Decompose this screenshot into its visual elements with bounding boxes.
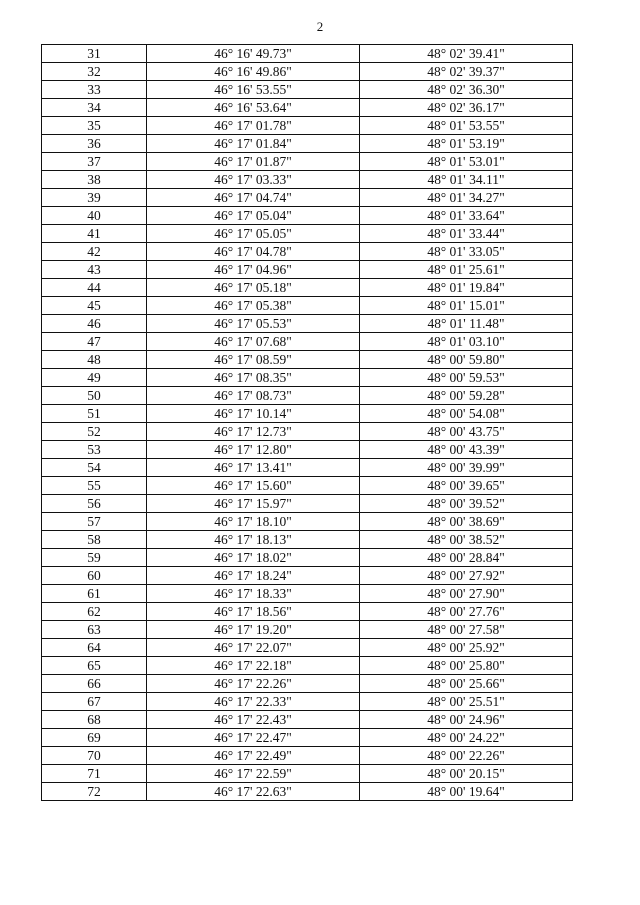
point-number-cell: 46 (42, 315, 147, 333)
point-number-cell: 63 (42, 621, 147, 639)
latitude-cell: 46° 17' 03.33" (147, 171, 360, 189)
table-row (42, 585, 573, 603)
point-number-cell: 53 (42, 441, 147, 459)
coordinates-table (41, 44, 573, 801)
longitude-cell: 48° 00' 27.58" (360, 621, 573, 639)
longitude-cell: 48° 01' 33.05" (360, 243, 573, 261)
table-row (42, 477, 573, 495)
longitude-cell: 48° 00' 20.15" (360, 765, 573, 783)
longitude-cell: 48° 01' 34.11" (360, 171, 573, 189)
longitude-cell: 48° 02' 36.17" (360, 99, 573, 117)
table-row (42, 279, 573, 297)
table-row (42, 315, 573, 333)
point-number-cell: 54 (42, 459, 147, 477)
point-number-cell: 45 (42, 297, 147, 315)
longitude-cell: 48° 00' 43.39" (360, 441, 573, 459)
table-row (42, 63, 573, 81)
point-number-cell: 32 (42, 63, 147, 81)
point-number-cell: 58 (42, 531, 147, 549)
latitude-cell: 46° 17' 22.43" (147, 711, 360, 729)
latitude-cell: 46° 17' 13.41" (147, 459, 360, 477)
point-number-cell: 49 (42, 369, 147, 387)
latitude-cell: 46° 17' 22.18" (147, 657, 360, 675)
point-number-cell: 50 (42, 387, 147, 405)
longitude-cell: 48° 00' 22.26" (360, 747, 573, 765)
longitude-cell: 48° 02' 39.41" (360, 45, 573, 63)
longitude-cell: 48° 01' 34.27" (360, 189, 573, 207)
table-row (42, 549, 573, 567)
latitude-cell: 46° 17' 05.05" (147, 225, 360, 243)
longitude-cell: 48° 00' 25.51" (360, 693, 573, 711)
point-number-cell: 69 (42, 729, 147, 747)
page-number: 2 (316, 19, 324, 34)
latitude-cell: 46° 17' 22.33" (147, 693, 360, 711)
point-number-cell: 56 (42, 495, 147, 513)
latitude-cell: 46° 17' 05.04" (147, 207, 360, 225)
latitude-cell: 46° 17' 22.26" (147, 675, 360, 693)
table-row (42, 603, 573, 621)
latitude-cell: 46° 17' 08.59" (147, 351, 360, 369)
latitude-cell: 46° 17' 12.73" (147, 423, 360, 441)
latitude-cell: 46° 17' 01.87" (147, 153, 360, 171)
longitude-cell: 48° 00' 19.64" (360, 783, 573, 801)
latitude-cell: 46° 17' 19.20" (147, 621, 360, 639)
longitude-cell: 48° 01' 53.19" (360, 135, 573, 153)
table-row (42, 99, 573, 117)
point-number-cell: 62 (42, 603, 147, 621)
point-number-cell: 66 (42, 675, 147, 693)
latitude-cell: 46° 17' 15.97" (147, 495, 360, 513)
longitude-cell: 48° 02' 39.37" (360, 63, 573, 81)
table-row (42, 369, 573, 387)
point-number-cell: 37 (42, 153, 147, 171)
point-number-cell: 42 (42, 243, 147, 261)
point-number-cell: 34 (42, 99, 147, 117)
table-row (42, 711, 573, 729)
point-number-cell: 60 (42, 567, 147, 585)
longitude-cell: 48° 00' 25.92" (360, 639, 573, 657)
latitude-cell: 46° 17' 04.96" (147, 261, 360, 279)
longitude-cell: 48° 01' 11.48" (360, 315, 573, 333)
point-number-cell: 57 (42, 513, 147, 531)
table-row (42, 297, 573, 315)
longitude-cell: 48° 02' 36.30" (360, 81, 573, 99)
table-row (42, 531, 573, 549)
longitude-cell: 48° 01' 53.55" (360, 117, 573, 135)
table-row (42, 117, 573, 135)
longitude-cell: 48° 00' 39.52" (360, 495, 573, 513)
table-row (42, 423, 573, 441)
latitude-cell: 46° 17' 18.33" (147, 585, 360, 603)
longitude-cell: 48° 01' 53.01" (360, 153, 573, 171)
latitude-cell: 46° 17' 18.24" (147, 567, 360, 585)
longitude-cell: 48° 01' 03.10" (360, 333, 573, 351)
latitude-cell: 46° 17' 15.60" (147, 477, 360, 495)
longitude-cell: 48° 00' 43.75" (360, 423, 573, 441)
point-number-cell: 51 (42, 405, 147, 423)
latitude-cell: 46° 17' 18.13" (147, 531, 360, 549)
table-row (42, 189, 573, 207)
table-row (42, 135, 573, 153)
longitude-cell: 48° 00' 59.53" (360, 369, 573, 387)
point-number-cell: 35 (42, 117, 147, 135)
latitude-cell: 46° 17' 18.10" (147, 513, 360, 531)
longitude-cell: 48° 00' 54.08" (360, 405, 573, 423)
longitude-cell: 48° 00' 25.66" (360, 675, 573, 693)
latitude-cell: 46° 17' 04.78" (147, 243, 360, 261)
longitude-cell: 48° 01' 19.84" (360, 279, 573, 297)
longitude-cell: 48° 00' 24.96" (360, 711, 573, 729)
latitude-cell: 46° 16' 53.64" (147, 99, 360, 117)
table-row (42, 459, 573, 477)
point-number-cell: 70 (42, 747, 147, 765)
table-row (42, 441, 573, 459)
point-number-cell: 59 (42, 549, 147, 567)
table-row (42, 243, 573, 261)
latitude-cell: 46° 17' 10.14" (147, 405, 360, 423)
latitude-cell: 46° 17' 08.73" (147, 387, 360, 405)
table-row (42, 765, 573, 783)
point-number-cell: 48 (42, 351, 147, 369)
point-number-cell: 41 (42, 225, 147, 243)
latitude-cell: 46° 17' 01.84" (147, 135, 360, 153)
point-number-cell: 71 (42, 765, 147, 783)
latitude-cell: 46° 17' 01.78" (147, 117, 360, 135)
table-row (42, 639, 573, 657)
point-number-cell: 47 (42, 333, 147, 351)
point-number-cell: 33 (42, 81, 147, 99)
table-row (42, 405, 573, 423)
table-row (42, 513, 573, 531)
latitude-cell: 46° 16' 49.86" (147, 63, 360, 81)
table-row (42, 657, 573, 675)
latitude-cell: 46° 16' 49.73" (147, 45, 360, 63)
point-number-cell: 64 (42, 639, 147, 657)
point-number-cell: 52 (42, 423, 147, 441)
table-row (42, 207, 573, 225)
point-number-cell: 36 (42, 135, 147, 153)
longitude-cell: 48° 00' 38.52" (360, 531, 573, 549)
point-number-cell: 38 (42, 171, 147, 189)
point-number-cell: 61 (42, 585, 147, 603)
table-row (42, 783, 573, 801)
point-number-cell: 65 (42, 657, 147, 675)
latitude-cell: 46° 17' 04.74" (147, 189, 360, 207)
latitude-cell: 46° 17' 18.02" (147, 549, 360, 567)
point-number-cell: 31 (42, 45, 147, 63)
point-number-cell: 67 (42, 693, 147, 711)
table-row (42, 729, 573, 747)
point-number-cell: 55 (42, 477, 147, 495)
table-row (42, 153, 573, 171)
longitude-cell: 48° 00' 59.28" (360, 387, 573, 405)
latitude-cell: 46° 17' 05.38" (147, 297, 360, 315)
longitude-cell: 48° 01' 33.64" (360, 207, 573, 225)
longitude-cell: 48° 00' 24.22" (360, 729, 573, 747)
latitude-cell: 46° 17' 05.18" (147, 279, 360, 297)
table-row (42, 81, 573, 99)
latitude-cell: 46° 17' 22.07" (147, 639, 360, 657)
latitude-cell: 46° 17' 22.63" (147, 783, 360, 801)
longitude-cell: 48° 01' 15.01" (360, 297, 573, 315)
point-number-cell: 44 (42, 279, 147, 297)
latitude-cell: 46° 17' 07.68" (147, 333, 360, 351)
longitude-cell: 48° 00' 27.76" (360, 603, 573, 621)
longitude-cell: 48° 00' 25.80" (360, 657, 573, 675)
latitude-cell: 46° 17' 05.53" (147, 315, 360, 333)
longitude-cell: 48° 01' 25.61" (360, 261, 573, 279)
table-row (42, 621, 573, 639)
table-row (42, 387, 573, 405)
table-row (42, 495, 573, 513)
coordinates-table-body (42, 45, 573, 801)
table-row (42, 567, 573, 585)
longitude-cell: 48° 00' 28.84" (360, 549, 573, 567)
table-row (42, 675, 573, 693)
latitude-cell: 46° 17' 22.59" (147, 765, 360, 783)
latitude-cell: 46° 16' 53.55" (147, 81, 360, 99)
table-row (42, 225, 573, 243)
table-row (42, 351, 573, 369)
table-row (42, 693, 573, 711)
longitude-cell: 48° 00' 38.69" (360, 513, 573, 531)
latitude-cell: 46° 17' 18.56" (147, 603, 360, 621)
point-number-cell: 39 (42, 189, 147, 207)
table-row (42, 747, 573, 765)
latitude-cell: 46° 17' 22.49" (147, 747, 360, 765)
latitude-cell: 46° 17' 08.35" (147, 369, 360, 387)
longitude-cell: 48° 00' 27.90" (360, 585, 573, 603)
point-number-cell: 40 (42, 207, 147, 225)
table-row (42, 171, 573, 189)
longitude-cell: 48° 00' 39.65" (360, 477, 573, 495)
point-number-cell: 43 (42, 261, 147, 279)
longitude-cell: 48° 00' 27.92" (360, 567, 573, 585)
point-number-cell: 72 (42, 783, 147, 801)
longitude-cell: 48° 00' 59.80" (360, 351, 573, 369)
table-row (42, 333, 573, 351)
latitude-cell: 46° 17' 12.80" (147, 441, 360, 459)
longitude-cell: 48° 00' 39.99" (360, 459, 573, 477)
table-row (42, 45, 573, 63)
latitude-cell: 46° 17' 22.47" (147, 729, 360, 747)
table-row (42, 261, 573, 279)
point-number-cell: 68 (42, 711, 147, 729)
longitude-cell: 48° 01' 33.44" (360, 225, 573, 243)
